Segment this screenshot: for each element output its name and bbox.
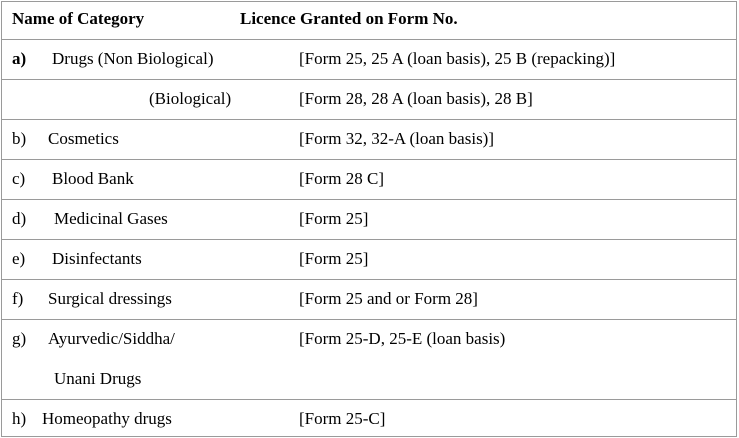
row-form: [Form 25, 25 A (loan basis), 25 B (repacking)] [299, 49, 616, 68]
table-header-row [2, 2, 736, 40]
row-category: Homeopathy drugs [42, 409, 172, 428]
row-category: Blood Bank [52, 169, 134, 188]
row-form: [Form 25-D, 25-E (loan basis) [299, 329, 506, 348]
table-row [2, 160, 736, 200]
row-marker: a) [12, 49, 27, 68]
table-row [2, 360, 736, 400]
row-marker: c) [12, 169, 26, 188]
row-marker: e) [12, 249, 26, 268]
row-marker: f) [12, 289, 24, 308]
table-row [2, 200, 736, 240]
row-form: [Form 25] [299, 209, 369, 228]
row-marker: b) [12, 129, 27, 148]
table-row [2, 120, 736, 160]
table-row [2, 80, 736, 120]
table-row [2, 40, 736, 80]
row-form: [Form 28 C] [299, 169, 384, 188]
header-name-of-category: Name of Category [12, 9, 145, 28]
row-category: Cosmetics [48, 129, 119, 148]
row-category: Surgical dressings [48, 289, 172, 308]
table-row [2, 240, 736, 280]
licence-category-table [1, 1, 737, 437]
table-row [2, 400, 736, 437]
row-form: [Form 25] [299, 249, 369, 268]
row-category: (Biological) [149, 89, 232, 108]
table-row [2, 320, 736, 360]
row-marker: g) [12, 329, 27, 348]
row-category: Drugs (Non Biological) [52, 49, 214, 68]
header-licence-form: Licence Granted on Form No. [240, 9, 458, 28]
row-category: Ayurvedic/Siddha/ [48, 329, 175, 348]
row-category: Medicinal Gases [54, 209, 168, 228]
row-marker: h) [12, 409, 27, 428]
row-form: [Form 25 and or Form 28] [299, 289, 478, 308]
row-marker: d) [12, 209, 27, 228]
row-form: [Form 28, 28 A (loan basis), 28 B] [299, 89, 533, 108]
table-row [2, 280, 736, 320]
row-category: Unani Drugs [54, 369, 142, 388]
row-form: [Form 25-C] [299, 409, 386, 428]
row-category: Disinfectants [52, 249, 142, 268]
row-form: [Form 32, 32-A (loan basis)] [299, 129, 495, 148]
